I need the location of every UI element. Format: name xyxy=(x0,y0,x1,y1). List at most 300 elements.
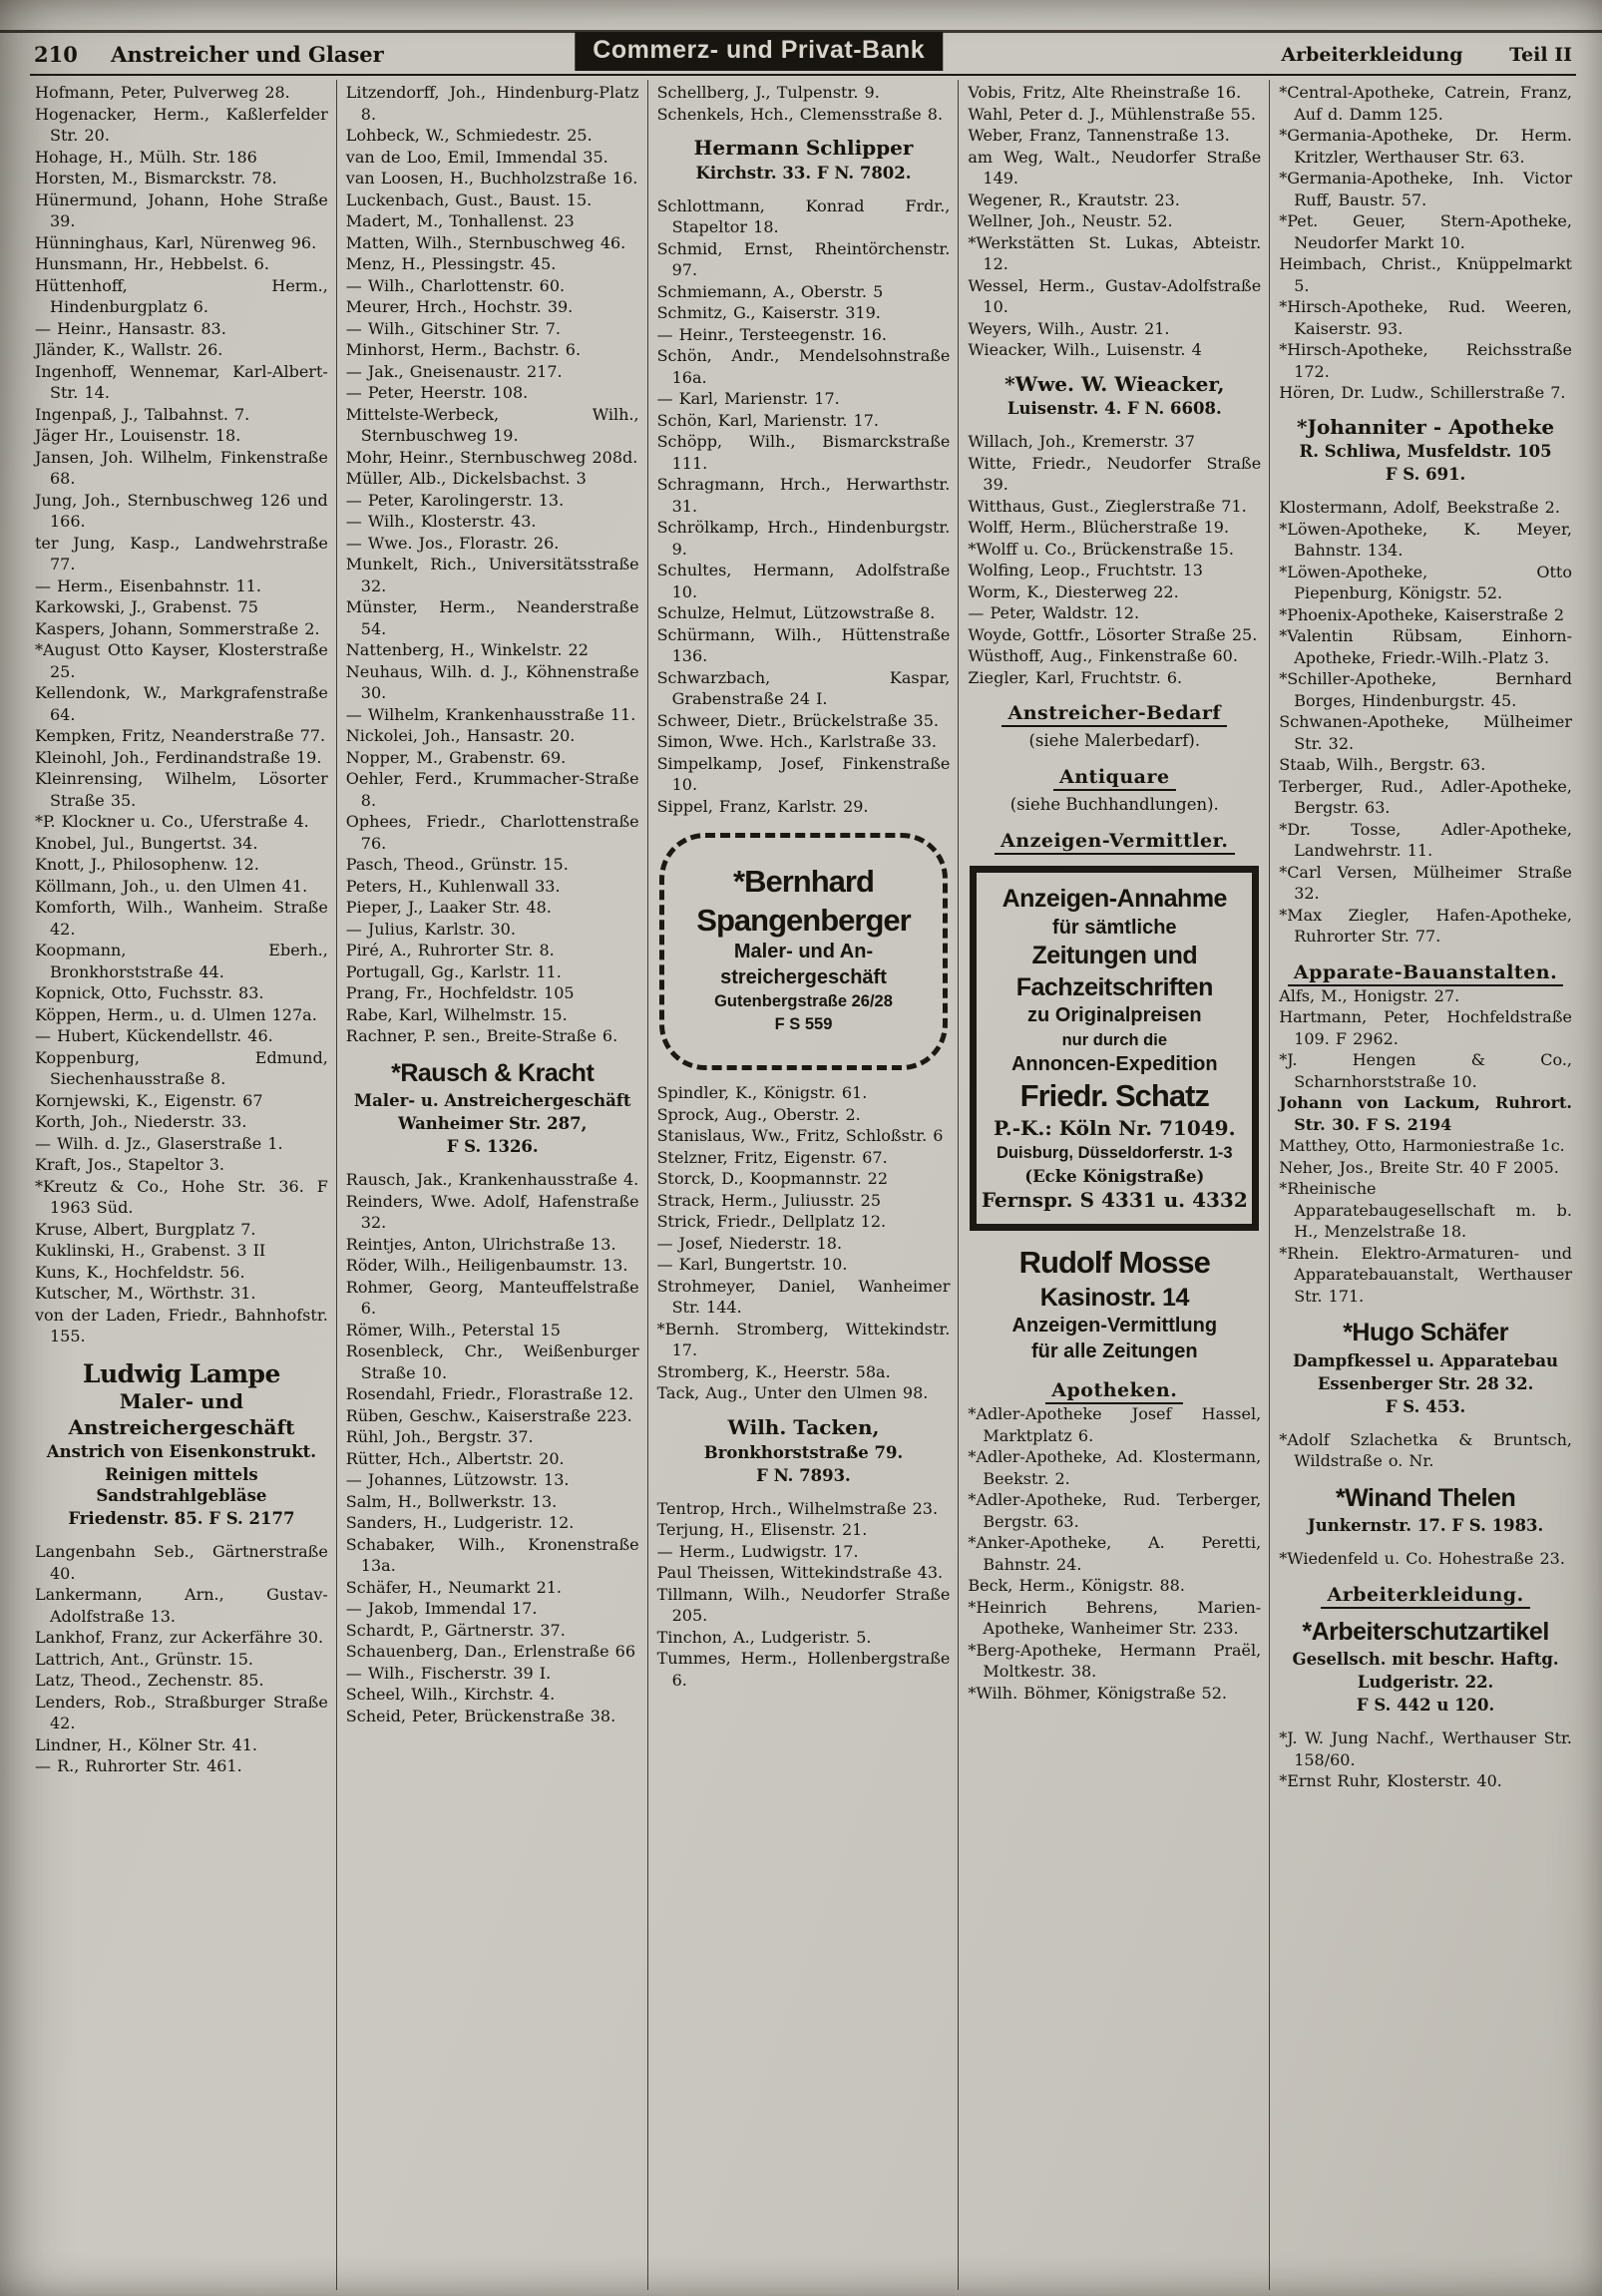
directory-entry: Meurer, Hrch., Hochstr. 39. xyxy=(345,297,574,316)
directory-entry: Hünermund, Johann, Hohe Straße 39. xyxy=(35,190,328,230)
directory-entry: Schultes, Hermann, Adolfstraße 10. xyxy=(656,561,951,601)
directory-entry: Spindler, K., Königstr. 61. xyxy=(656,1083,868,1103)
ad-line: Duisburg, Düsseldorferstr. 1-3 xyxy=(997,1143,1233,1162)
directory-entry: Schragmann, Hrch., Herwarthstr. 31. xyxy=(656,475,951,516)
directory-entry: *Schiller-Apotheke, Bernhard Borges, Hindenburgstr. 45. xyxy=(1279,669,1572,710)
directory-entry: Wieacker, Wilh., Luisenstr. 4 xyxy=(968,340,1202,359)
directory-entry: Horsten, M., Bismarckstr. 78. xyxy=(35,169,277,188)
directory-entry: — Wwe. Jos., Florastr. 26. xyxy=(345,533,560,553)
directory-entry: Kutscher, M., Wörthstr. 31. xyxy=(35,1284,256,1303)
directory-entry: Tack, Aug., Unter den Ulmen 98. xyxy=(656,1383,929,1403)
directory-entry: Rohmer, Georg, Manteuffelstraße 6. xyxy=(345,1277,639,1318)
directory-entry: — Peter, Waldstr. 12. xyxy=(968,603,1140,623)
directory-entry: Rabe, Karl, Wilhelmstr. 15. xyxy=(345,1004,568,1024)
bank-banner: Commerz- und Privat-Bank xyxy=(575,32,943,71)
ad-line: Fernspr. S 4331 u. 4332 xyxy=(981,1187,1248,1212)
directory-entry: Kopnick, Otto, Fuchsstr. 83. xyxy=(35,983,264,1002)
directory-entry: Schauenberg, Dan., Erlenstraße 66 xyxy=(345,1642,635,1661)
ad-line: Bronkhorststraße 79. xyxy=(703,1442,904,1462)
directory-entry: Simon, Wwe. Hch., Karlstraße 33. xyxy=(656,732,937,752)
ad-line: Fachzeitschriften xyxy=(1015,972,1213,1001)
ad-line: Annoncen-Expedition xyxy=(1010,1052,1218,1075)
column-5 xyxy=(1269,80,1580,2290)
directory-entry: Salm, H., Bollwerkstr. 13. xyxy=(345,1491,558,1511)
directory-entry: Vobis, Fritz, Alte Rheinstraße 16. xyxy=(968,83,1242,102)
directory-entry: Schulze, Helmut, Lützowstraße 8. xyxy=(656,603,936,623)
directory-entry: Hüttenhoff, Herm., Hindenburgplatz 6. xyxy=(35,275,328,316)
directory-entry: Müller, Alb., Dickelsbachst. 3 xyxy=(345,469,587,488)
column-4 xyxy=(958,80,1269,2290)
ad-line: Dampfkessel u. Apparatebau xyxy=(1293,1350,1559,1370)
directory-entry: ter Jung, Kasp., Landwehrstraße 77. xyxy=(35,533,328,574)
section-heading xyxy=(1279,961,1572,983)
directory-entry: Schmitz, G., Kaiserstr. 319. xyxy=(656,303,881,323)
directory-entry: Knott, J., Philosophenw. 12. xyxy=(35,855,259,874)
ad-arbeiterschutzartikel xyxy=(1279,1616,1572,1719)
ad-line: *Johanniter - Apotheke xyxy=(1297,414,1555,439)
directory-entry: Rausch, Jak., Krankenhausstraße 4. xyxy=(345,1170,639,1189)
directory-entry: Piré, A., Ruhrorter Str. 8. xyxy=(345,941,555,959)
directory-entry: *Rhein. Elektro-Armaturen- und Apparatebauanstalt, Werthauser Str. 171. xyxy=(1279,1243,1572,1306)
directory-entry: *Löwen-Apotheke, Otto Piepenburg, Königstr. 52. xyxy=(1279,562,1572,603)
directory-entry: Kleinohl, Joh., Ferdinandstraße 19. xyxy=(35,747,322,767)
directory-entry: Minhorst, Herm., Bachstr. 6. xyxy=(345,340,582,359)
directory-entry: — Wilh. d. Jz., Glaserstraße 1. xyxy=(35,1133,283,1153)
directory-entry: *Anker-Apotheke, A. Peretti, Bahnstr. 24. xyxy=(968,1533,1262,1574)
directory-entry: — Wilh., Klosterstr. 43. xyxy=(345,512,537,531)
directory-entry: Hören, Dr. Ludw., Schillerstraße 7. xyxy=(1279,383,1566,402)
directory-entry: Schmid, Ernst, Rheintörchenstr. 97. xyxy=(656,238,951,280)
section-heading-note: (siehe Malerbedarf). xyxy=(1028,731,1201,751)
section-heading-title: Anstreicher-Bedarf xyxy=(1001,702,1227,727)
directory-entry: Schwarzbach, Kaspar, Grabenstraße 24 I. xyxy=(656,667,951,709)
ad-rudolf-mosse xyxy=(968,1243,1261,1365)
directory-entry: Wegener, R., Krautstr. 23. xyxy=(968,190,1180,209)
page-number: 210 xyxy=(34,42,78,67)
directory-entry: Scheel, Wilh., Kirchstr. 4. xyxy=(345,1685,556,1704)
ad-line: Zeitungen und xyxy=(1031,942,1198,970)
directory-entry: *Bernh. Stromberg, Wittekindstr. 17. xyxy=(656,1319,951,1360)
directory-entry: Schweer, Dietr., Brückelstraße 35. xyxy=(656,710,939,730)
directory-entry: *Phoenix-Apotheke, Kaiserstraße 2 xyxy=(1279,604,1565,624)
directory-entry: Kempken, Fritz, Neanderstraße 77. xyxy=(35,726,326,745)
ad-line: Anzeigen-Vermittlung xyxy=(1011,1315,1218,1338)
ad-line: Rudolf Mosse xyxy=(1018,1245,1210,1281)
directory-entry: Sippel, Franz, Karlstr. 29. xyxy=(656,796,869,816)
section-heading xyxy=(968,766,1261,788)
section-heading-title: Antiquare xyxy=(1053,766,1176,791)
ad-line: nur durch die xyxy=(1061,1030,1167,1049)
directory-entry: Jäger Hr., Louisenstr. 18. xyxy=(35,426,241,445)
directory-entry: Lenders, Rob., Straßburger Straße 42. xyxy=(35,1692,328,1733)
directory-entry: — Karl, Marienstr. 17. xyxy=(656,389,840,409)
ad-line: F N. 7893. xyxy=(756,1465,851,1485)
ad-hermann-schlipper xyxy=(657,135,951,186)
directory-entry: Ophees, Friedr., Charlottenstraße 76. xyxy=(345,812,639,853)
ad-line: *Wwe. W. Wieacker, xyxy=(1004,371,1225,396)
directory-entry: van de Loo, Emil, Immendal 35. xyxy=(345,147,608,167)
directory-entry: Staab, Wilh., Bergstr. 63. xyxy=(1279,755,1486,775)
directory-entry: *Germania-Apotheke, Inh. Victor Ruff, Baustr. 57. xyxy=(1279,169,1572,209)
directory-entry: Kuns, K., Hochfeldstr. 56. xyxy=(35,1262,245,1282)
directory-entry: Schäfer, H., Neumarkt 21. xyxy=(345,1577,563,1597)
header-left-title: Anstreicher und Glaser xyxy=(111,42,384,67)
directory-entry: — Wilh., Gitschiner Str. 7. xyxy=(345,318,561,338)
ad-line: Essenberger Str. 28 32. xyxy=(1317,1373,1534,1393)
directory-entry: Kleinrensing, Wilhelm, Lösorter Straße 35. xyxy=(35,769,328,810)
directory-entry: — Julius, Karlstr. 30. xyxy=(345,919,516,939)
directory-entry: — Karl, Bungertstr. 10. xyxy=(656,1255,848,1275)
directory-entry: Rachner, P. sen., Breite-Straße 6. xyxy=(345,1026,618,1045)
directory-entry: Wolff, Herm., Blücherstraße 19. xyxy=(968,518,1230,538)
directory-entry: Munkelt, Rich., Universitätsstraße 32. xyxy=(345,555,639,595)
directory-entry: *Max Ziegler, Hafen-Apotheke, Ruhrorter Str. 77. xyxy=(1279,905,1572,947)
directory-entry: *Adler-Apotheke, Rud. Terberger, Bergstr. 63. xyxy=(968,1490,1262,1531)
directory-entry: Mohr, Heinr., Sternbuschweg 208d. xyxy=(345,447,638,467)
directory-entry: *Hirsch-Apotheke, Rud. Weeren, Kaiserstr. 93. xyxy=(1279,297,1572,338)
directory-entry: Schellberg, J., Tulpenstr. 9. xyxy=(656,83,880,102)
directory-entry: *Pet. Geuer, Stern-Apotheke, Neudorfer Markt 10. xyxy=(1279,211,1572,252)
directory-entry: *Valentin Rübsam, Einhorn-Apotheke, Friedr.-Wilh.-Platz 3. xyxy=(1279,626,1572,667)
directory-entry: *Heinrich Behrens, Marien-Apotheke, Wanheimer Str. 233. xyxy=(968,1597,1262,1639)
directory-entry: *Adler-Apotheke, Ad. Klostermann, Beekstr. 2. xyxy=(968,1447,1262,1488)
ad-line: Wilh. Tacken, xyxy=(727,1414,880,1439)
ad-line: Kasinostr. 14 xyxy=(1039,1283,1189,1312)
section-heading xyxy=(968,1379,1261,1401)
directory-entry: Römer, Wilh., Peterstal 15 xyxy=(345,1320,561,1339)
directory-entry: Matten, Wilh., Sternbuschweg 46. xyxy=(345,232,626,252)
directory-entry: — Herm., Eisenbahnstr. 11. xyxy=(35,575,261,595)
header-right-title: Arbeiterkleidung xyxy=(1281,44,1463,66)
directory-entry: Simpelkamp, Josef, Finkenstraße 10. xyxy=(656,753,951,795)
directory-entry: — Heinr., Hansastr. 83. xyxy=(35,318,226,338)
section-heading-note: (siehe Buchhandlungen). xyxy=(1009,795,1219,815)
directory-entry: Nopper, M., Grabenstr. 69. xyxy=(345,747,567,767)
ad-line: F S. 1326. xyxy=(446,1137,539,1156)
directory-entry: Schön, Karl, Marienstr. 17. xyxy=(656,410,879,430)
directory-entry: *Rheinische Apparatebaugesellschaft m. b. H., Menzelstraße 18. xyxy=(1279,1179,1572,1242)
ad-line: Gesellsch. mit beschr. Haftg. xyxy=(1292,1650,1559,1670)
directory-entry: Schenkels, Hch., Clemensstraße 8. xyxy=(656,104,944,124)
column-2 xyxy=(336,80,647,2290)
ad-line: Kirchstr. 33. F N. 7802. xyxy=(695,163,912,183)
directory-entry: — Jakob, Immendal 17. xyxy=(345,1599,538,1618)
directory-entry: *J. Hengen & Co., Scharnhorststraße 10. xyxy=(1279,1050,1572,1091)
ad-line: Ludwig Lampe xyxy=(82,1358,280,1388)
directory-entry: — Wilhelm, Krankenhausstraße 11. xyxy=(345,704,636,724)
directory-entry: Portugall, Gg., Karlstr. 11. xyxy=(345,961,562,981)
directory-entry: *Adolf Szlachetka & Bruntsch, Wildstraße o. Nr. xyxy=(1279,1429,1572,1471)
directory-entry: Schwanen-Apotheke, Mülheimer Str. 32. xyxy=(1279,712,1572,753)
directory-entry: Klostermann, Adolf, Beekstraße 2. xyxy=(1279,498,1560,518)
directory-entry: Hogenacker, Herm., Kaßlerfelder Str. 20. xyxy=(35,104,328,145)
directory-entry: Hofmann, Peter, Pulverweg 28. xyxy=(35,83,290,102)
ad-line: F S. 691. xyxy=(1385,465,1466,485)
directory-entry: Köppen, Herm., u. d. Ulmen 127a. xyxy=(35,1004,317,1024)
directory-entry: Stromberg, K., Heerstr. 58a. xyxy=(656,1361,891,1381)
directory-entry: Luckenbach, Gust., Baust. 15. xyxy=(345,190,593,209)
directory-entry: Stanislaus, Ww., Fritz, Schloßstr. 6 xyxy=(656,1126,944,1146)
directory-entry: — R., Ruhrorter Str. 461. xyxy=(35,1756,242,1776)
ad-line: Hermann Schlipper xyxy=(693,136,914,160)
directory-entry: Köllmann, Joh., u. den Ulmen 41. xyxy=(35,876,308,896)
ad-line: Wanheimer Str. 287, xyxy=(398,1114,588,1133)
directory-entry: Karkowski, J., Grabenst. 75 xyxy=(35,597,258,616)
directory-entry: *Hirsch-Apotheke, Reichsstraße 172. xyxy=(1279,340,1572,381)
ad-line: Spangenberger xyxy=(696,902,911,938)
directory-entry: Tinchon, A., Ludgeristr. 5. xyxy=(656,1627,872,1647)
directory-entry: Stelzner, Fritz, Eigenstr. 67. xyxy=(656,1147,888,1167)
directory-entry: Rühl, Joh., Bergstr. 37. xyxy=(345,1427,534,1446)
directory-entry: Rosenbleck, Chr., Weißenburger Straße 10. xyxy=(345,1341,639,1382)
ad-line: für sämtliche xyxy=(1052,916,1177,939)
header-rule xyxy=(30,74,1576,76)
directory-entry: Peters, H., Kuhlenwall 33. xyxy=(345,876,561,896)
directory-entry: Lindner, H., Kölner Str. 41. xyxy=(35,1734,258,1754)
section-heading xyxy=(968,830,1261,852)
directory-entry: Schabaker, Wilh., Kronenstraße 13a. xyxy=(345,1534,639,1575)
directory-entry: *Werkstätten St. Lukas, Abteistr. 12. xyxy=(968,232,1262,273)
directory-entry: Rosendahl, Friedr., Florastraße 12. xyxy=(345,1384,634,1403)
ad-line: Maler- und xyxy=(119,1389,244,1413)
directory-entry: Lankermann, Arn., Gustav-Adolfstraße 13. xyxy=(35,1585,328,1626)
ad-line: *Arbeiterschutzartikel xyxy=(1302,1617,1549,1646)
ad-ludwig-lampe xyxy=(35,1357,328,1532)
section-heading xyxy=(1279,1584,1572,1606)
directory-entry: Nickolei, Joh., Hansastr. 20. xyxy=(345,726,576,745)
directory-entry: Komforth, Wilh., Wanheim. Straße 42. xyxy=(35,898,328,939)
directory-entry: Knobel, Jul., Bungertst. 34. xyxy=(35,833,258,853)
directory-entry: Weyers, Wilh., Austr. 21. xyxy=(968,318,1170,338)
directory-entry: *J. W. Jung Nachf., Werthauser Str. 158/60. xyxy=(1279,1728,1572,1769)
directory-entry: Wolfing, Leop., Fruchtstr. 13 xyxy=(968,561,1203,580)
directory-entry: Madert, M., Tonhallenst. 23 xyxy=(345,211,575,230)
directory-entry: *Central-Apotheke, Catrein, Franz, Auf d. Damm 125. xyxy=(1279,83,1572,124)
directory-entry: — Jak., Gneisenaustr. 217. xyxy=(345,361,563,381)
directory-entry: Neuhaus, Wilh. d. J., Köhnenstraße 30. xyxy=(345,661,639,702)
directory-entry: — Heinr., Tersteegenstr. 16. xyxy=(656,324,887,344)
directory-entry: Paul Theissen, Wittekindstraße 43. xyxy=(656,1563,944,1583)
directory-entry: Kruse, Albert, Burgplatz 7. xyxy=(35,1219,256,1239)
directory-entry: Prang, Fr., Hochfeldstr. 105 xyxy=(345,983,575,1002)
header-right xyxy=(1281,44,1572,66)
directory-entry: Willach, Joh., Kremerstr. 37 xyxy=(968,432,1195,452)
directory-entry: Wüsthoff, Aug., Finkenstraße 60. xyxy=(968,646,1238,666)
directory-entry: *August Otto Kayser, Klosterstraße 25. xyxy=(35,640,328,681)
ad-friedr-schatz xyxy=(970,866,1259,1231)
ad-line: F S. 453. xyxy=(1385,1396,1466,1416)
directory-entry: Heimbach, Christ., Knüppelmarkt 5. xyxy=(1279,254,1572,295)
ad-line: Anstreichergeschäft xyxy=(68,1414,295,1439)
directory-entry: Koppenburg, Edmund, Siechenhausstraße 8. xyxy=(35,1047,328,1088)
directory-entry: Strohmeyer, Daniel, Wanheimer Str. 144. xyxy=(656,1276,951,1318)
directory-entry: Rütter, Hch., Albertstr. 20. xyxy=(345,1448,565,1468)
directory-entry: Ingenpaß, J., Talbahnst. 7. xyxy=(35,404,250,424)
directory-entry: Hünninghaus, Karl, Nürenweg 96. xyxy=(35,232,317,252)
directory-entry: Jansen, Joh. Wilhelm, Finkenstraße 68. xyxy=(35,447,328,488)
ad-rausch-kracht xyxy=(346,1057,639,1160)
directory-entry: Neher, Jos., Breite Str. 40 F 2005. xyxy=(1279,1157,1559,1177)
directory-entry: — Herm., Ludwigstr. 17. xyxy=(656,1541,859,1561)
directory-entry: Pieper, J., Laaker Str. 48. xyxy=(345,898,552,917)
directory-entry: Tentrop, Hrch., Wilhelmstraße 23. xyxy=(656,1498,939,1518)
directory-entry: Jländer, K., Wallstr. 26. xyxy=(35,340,223,359)
ad-line: R. Schliwa, Musfeldstr. 105 xyxy=(1299,442,1552,462)
ad-line: Friedenstr. 85. F S. 2177 xyxy=(68,1509,295,1529)
ad-line: *Rausch & Kracht xyxy=(391,1058,595,1087)
directory-entry: Ziegler, Karl, Fruchtstr. 6. xyxy=(968,667,1183,687)
directory-entry: Kraft, Jos., Stapeltor 3. xyxy=(35,1155,224,1174)
directory-entry: — Wilh., Charlottenstr. 60. xyxy=(345,275,566,295)
directory-entry: Schmiemann, A., Oberstr. 5 xyxy=(656,281,884,301)
directory-entry: *P. Klockner u. Co., Uferstraße 4. xyxy=(35,812,309,831)
directory-entry: — Josef, Niederstr. 18. xyxy=(656,1233,843,1253)
ad-wwe-wieacker xyxy=(968,371,1261,422)
directory-entry: Schrölkamp, Hrch., Hindenburgstr. 9. xyxy=(656,518,951,559)
directory-entry: *Carl Versen, Mülheimer Straße 32. xyxy=(1279,862,1572,904)
ad-line: Friedr. Schatz xyxy=(1019,1078,1209,1114)
section-heading-title: Arbeiterkleidung. xyxy=(1321,1584,1529,1609)
directory-entry: Storck, D., Koopmannstr. 22 xyxy=(656,1169,889,1189)
ad-line: *Hugo Schäfer xyxy=(1343,1319,1508,1347)
directory-entry: — Wilh., Fischerstr. 39 I. xyxy=(345,1663,552,1683)
ad-line: F S. 442 u 120. xyxy=(1356,1696,1495,1716)
directory-entry: Witthaus, Gust., Zieglerstraße 71. xyxy=(968,496,1247,516)
directory-entry: Strack, Herm., Juliusstr. 25 xyxy=(656,1190,882,1210)
directory-entry: Tummes, Herm., Hollenbergstraße 6. xyxy=(656,1649,951,1690)
ad-bernhard-spangenberger xyxy=(659,833,949,1070)
directory-entry: *Wiedenfeld u. Co. Hohestraße 23. xyxy=(1279,1549,1565,1569)
directory-entry: — Hubert, Kückendellstr. 46. xyxy=(35,1026,273,1045)
directory-entry: Lankhof, Franz, zur Ackerfähre 30. xyxy=(35,1628,324,1648)
directory-entry: Strick, Friedr., Dellplatz 12. xyxy=(656,1212,887,1232)
ad-line: (Ecke Königstraße) xyxy=(1024,1166,1205,1186)
directory-entry: Menz, H., Plessingstr. 45. xyxy=(345,254,557,273)
directory-entry: Latz, Theod., Zechenstr. 85. xyxy=(35,1671,264,1691)
section-heading xyxy=(968,702,1261,724)
ad-hugo-schaefer xyxy=(1279,1317,1572,1419)
directory-entry: Beck, Herm., Königstr. 88. xyxy=(968,1576,1185,1596)
ad-line: streichergeschäft xyxy=(720,965,887,988)
directory-entry: *Wilh. Böhmer, Königstraße 52. xyxy=(968,1683,1227,1703)
page-header xyxy=(34,38,1572,72)
directory-entry: Hartmann, Peter, Hochfeldstraße 109. F 2962. xyxy=(1279,1007,1572,1048)
directory-entry: Kornjewski, K., Eigenstr. 67 xyxy=(35,1090,263,1110)
directory-entry: Rüben, Geschw., Kaiserstraße 223. xyxy=(345,1405,632,1425)
directory-entry: Jung, Joh., Sternbuschweg 126 und 166. xyxy=(35,490,328,531)
ad-line: Luisenstr. 4. F N. 6608. xyxy=(1006,399,1222,419)
ad-line: P.-K.: Köln Nr. 71049. xyxy=(994,1115,1236,1140)
column-3 xyxy=(647,80,959,2290)
directory-entry: Terberger, Rud., Adler-Apotheke, Bergstr. 63. xyxy=(1279,776,1572,818)
ad-line: Reinigen mittels Sandstrahlgebläse xyxy=(96,1465,267,1506)
columns xyxy=(26,80,1580,2290)
section-heading-title: Anzeigen-Vermittler. xyxy=(995,830,1235,855)
directory-entry: Röder, Wilh., Heiligenbaumstr. 13. xyxy=(345,1256,628,1275)
ad-line: für alle Zeitungen xyxy=(1030,1339,1198,1362)
directory-entry: *Berg-Apotheke, Hermann Praël, Moltkestr. 38. xyxy=(968,1640,1262,1682)
directory-entry: Schöpp, Wilh., Bismarckstraße 111. xyxy=(656,432,951,473)
directory-entry: Hohage, H., Mülh. Str. 186 xyxy=(35,147,257,167)
directory-entry: Johann von Lackum, Ruhrort. Str. 30. F S. 2194 xyxy=(1279,1093,1572,1134)
ad-line: Junkernstr. 17. F S. 1983. xyxy=(1307,1516,1544,1536)
directory-entry: Sprock, Aug., Oberstr. 2. xyxy=(656,1104,861,1124)
directory-entry: *Löwen-Apotheke, K. Meyer, Bahnstr. 134. xyxy=(1279,519,1572,561)
directory-entry: Wellner, Joh., Neustr. 52. xyxy=(968,211,1173,230)
directory-entry: Kaspers, Johann, Sommerstraße 2. xyxy=(35,618,320,638)
ad-line: zu Originalpreisen xyxy=(1027,1004,1202,1027)
section-heading-title: Apparate-Bauanstalten. xyxy=(1288,961,1563,986)
directory-entry: am Weg, Walt., Neudorfer Straße 149. xyxy=(968,147,1262,188)
directory-entry: Langenbahn Seb., Gärtnerstraße 40. xyxy=(35,1542,328,1583)
ad-wilh-tacken xyxy=(657,1414,951,1488)
directory-entry: — Johannes, Lützowstr. 13. xyxy=(345,1470,570,1489)
directory-entry: *Wolff u. Co., Brückenstraße 15. xyxy=(968,539,1234,559)
ad-line: Maler- u. Anstreichergeschäft xyxy=(353,1091,631,1110)
directory-entry: — Peter, Karolingerstr. 13. xyxy=(345,490,565,510)
ad-line: Ludgeristr. 22. xyxy=(1357,1673,1494,1693)
directory-entry: Lattrich, Ant., Grünstr. 15. xyxy=(35,1649,253,1669)
directory-entry: *Germania-Apotheke, Dr. Herm. Kritzler, Werthauser Str. 63. xyxy=(1279,126,1572,167)
ad-line: Maler- und An- xyxy=(733,941,874,963)
ad-line: *Bernhard xyxy=(733,864,874,900)
directory-entry: Matthey, Otto, Harmoniestraße 1c. xyxy=(1279,1136,1565,1156)
directory-entry: Oehler, Ferd., Krummacher-Straße 8. xyxy=(345,769,639,810)
directory-entry: Wahl, Peter d. J., Mühlenstraße 55. xyxy=(968,104,1256,124)
directory-entry: von der Laden, Friedr., Bahnhofstr. 155. xyxy=(35,1305,328,1345)
directory-entry: Schürmann, Wilh., Hüttenstraße 136. xyxy=(656,624,951,666)
directory-entry: Woyde, Gottfr., Lösorter Straße 25. xyxy=(968,624,1258,644)
directory-entry: Schardt, P., Gärtnerstr. 37. xyxy=(345,1620,566,1640)
directory-entry: Terjung, H., Elisenstr. 21. xyxy=(656,1520,868,1540)
section-heading-title: Apotheken. xyxy=(1045,1379,1183,1404)
header-left xyxy=(34,42,384,67)
directory-entry: Tillmann, Wilh., Neudorfer Straße 205. xyxy=(656,1584,951,1626)
column-1 xyxy=(26,80,336,2290)
directory-entry: Litzendorff, Joh., Hindenburg-Platz 8. xyxy=(345,83,639,124)
directory-entry: Scheid, Peter, Brückenstraße 38. xyxy=(345,1706,616,1725)
directory-entry: Worm, K., Diesterweg 22. xyxy=(968,581,1179,601)
directory-entry: Lohbeck, W., Schmiedestr. 25. xyxy=(345,126,593,145)
directory-entry: Alfs, M., Honigstr. 27. xyxy=(1279,985,1460,1005)
directory-entry: Wessel, Herm., Gustav-Adolfstraße 10. xyxy=(968,275,1262,316)
ad-line: Anzeigen-Annahme xyxy=(1001,885,1227,914)
directory-entry: Witte, Friedr., Neudorfer Straße 39. xyxy=(968,453,1262,495)
ad-line: F S 559 xyxy=(774,1015,833,1034)
directory-entry: *Adler-Apotheke Josef Hassel, Marktplatz 6. xyxy=(968,1404,1262,1445)
directory-entry: *Ernst Ruhr, Klosterstr. 40. xyxy=(1279,1771,1502,1791)
directory-entry: Korth, Joh., Niederstr. 33. xyxy=(35,1112,247,1131)
directory-entry: Reintjes, Anton, Ulrichstraße 13. xyxy=(345,1234,616,1254)
directory-entry: *Dr. Tosse, Adler-Apotheke, Landwehrstr. 11. xyxy=(1279,819,1572,861)
directory-entry: Münster, Herm., Neanderstraße 54. xyxy=(345,597,639,638)
directory-entry: Reinders, Wwe. Adolf, Hafenstraße 32. xyxy=(345,1191,639,1232)
directory-entry: Weber, Franz, Tannenstraße 13. xyxy=(968,126,1230,145)
directory-entry: Hunsmann, Hr., Hebbelst. 6. xyxy=(35,254,269,273)
ad-line: *Winand Thelen xyxy=(1335,1483,1516,1512)
directory-entry: Pasch, Theod., Grünstr. 15. xyxy=(345,855,569,874)
directory-entry: Ingenhoff, Wennemar, Karl-Albert-Str. 14. xyxy=(35,361,328,402)
directory-entry: van Loosen, H., Buchholzstraße 16. xyxy=(345,169,638,188)
directory-entry: Mittelste-Werbeck, Wilh., Sternbuschweg 19. xyxy=(345,404,639,445)
ad-winand-thelen xyxy=(1279,1482,1572,1539)
directory-entry: Schlottmann, Konrad Frdr., Stapeltor 18. xyxy=(656,195,951,237)
ad-line: Gutenbergstraße 26/28 xyxy=(714,992,893,1011)
directory-entry: Kellendonk, W., Markgrafenstraße 64. xyxy=(35,683,328,724)
directory-entry: Nattenberg, H., Winkelstr. 22 xyxy=(345,640,589,659)
ad-johanniter-apotheke xyxy=(1279,414,1572,488)
directory-entry: Sanders, H., Ludgeristr. 12. xyxy=(345,1513,575,1532)
